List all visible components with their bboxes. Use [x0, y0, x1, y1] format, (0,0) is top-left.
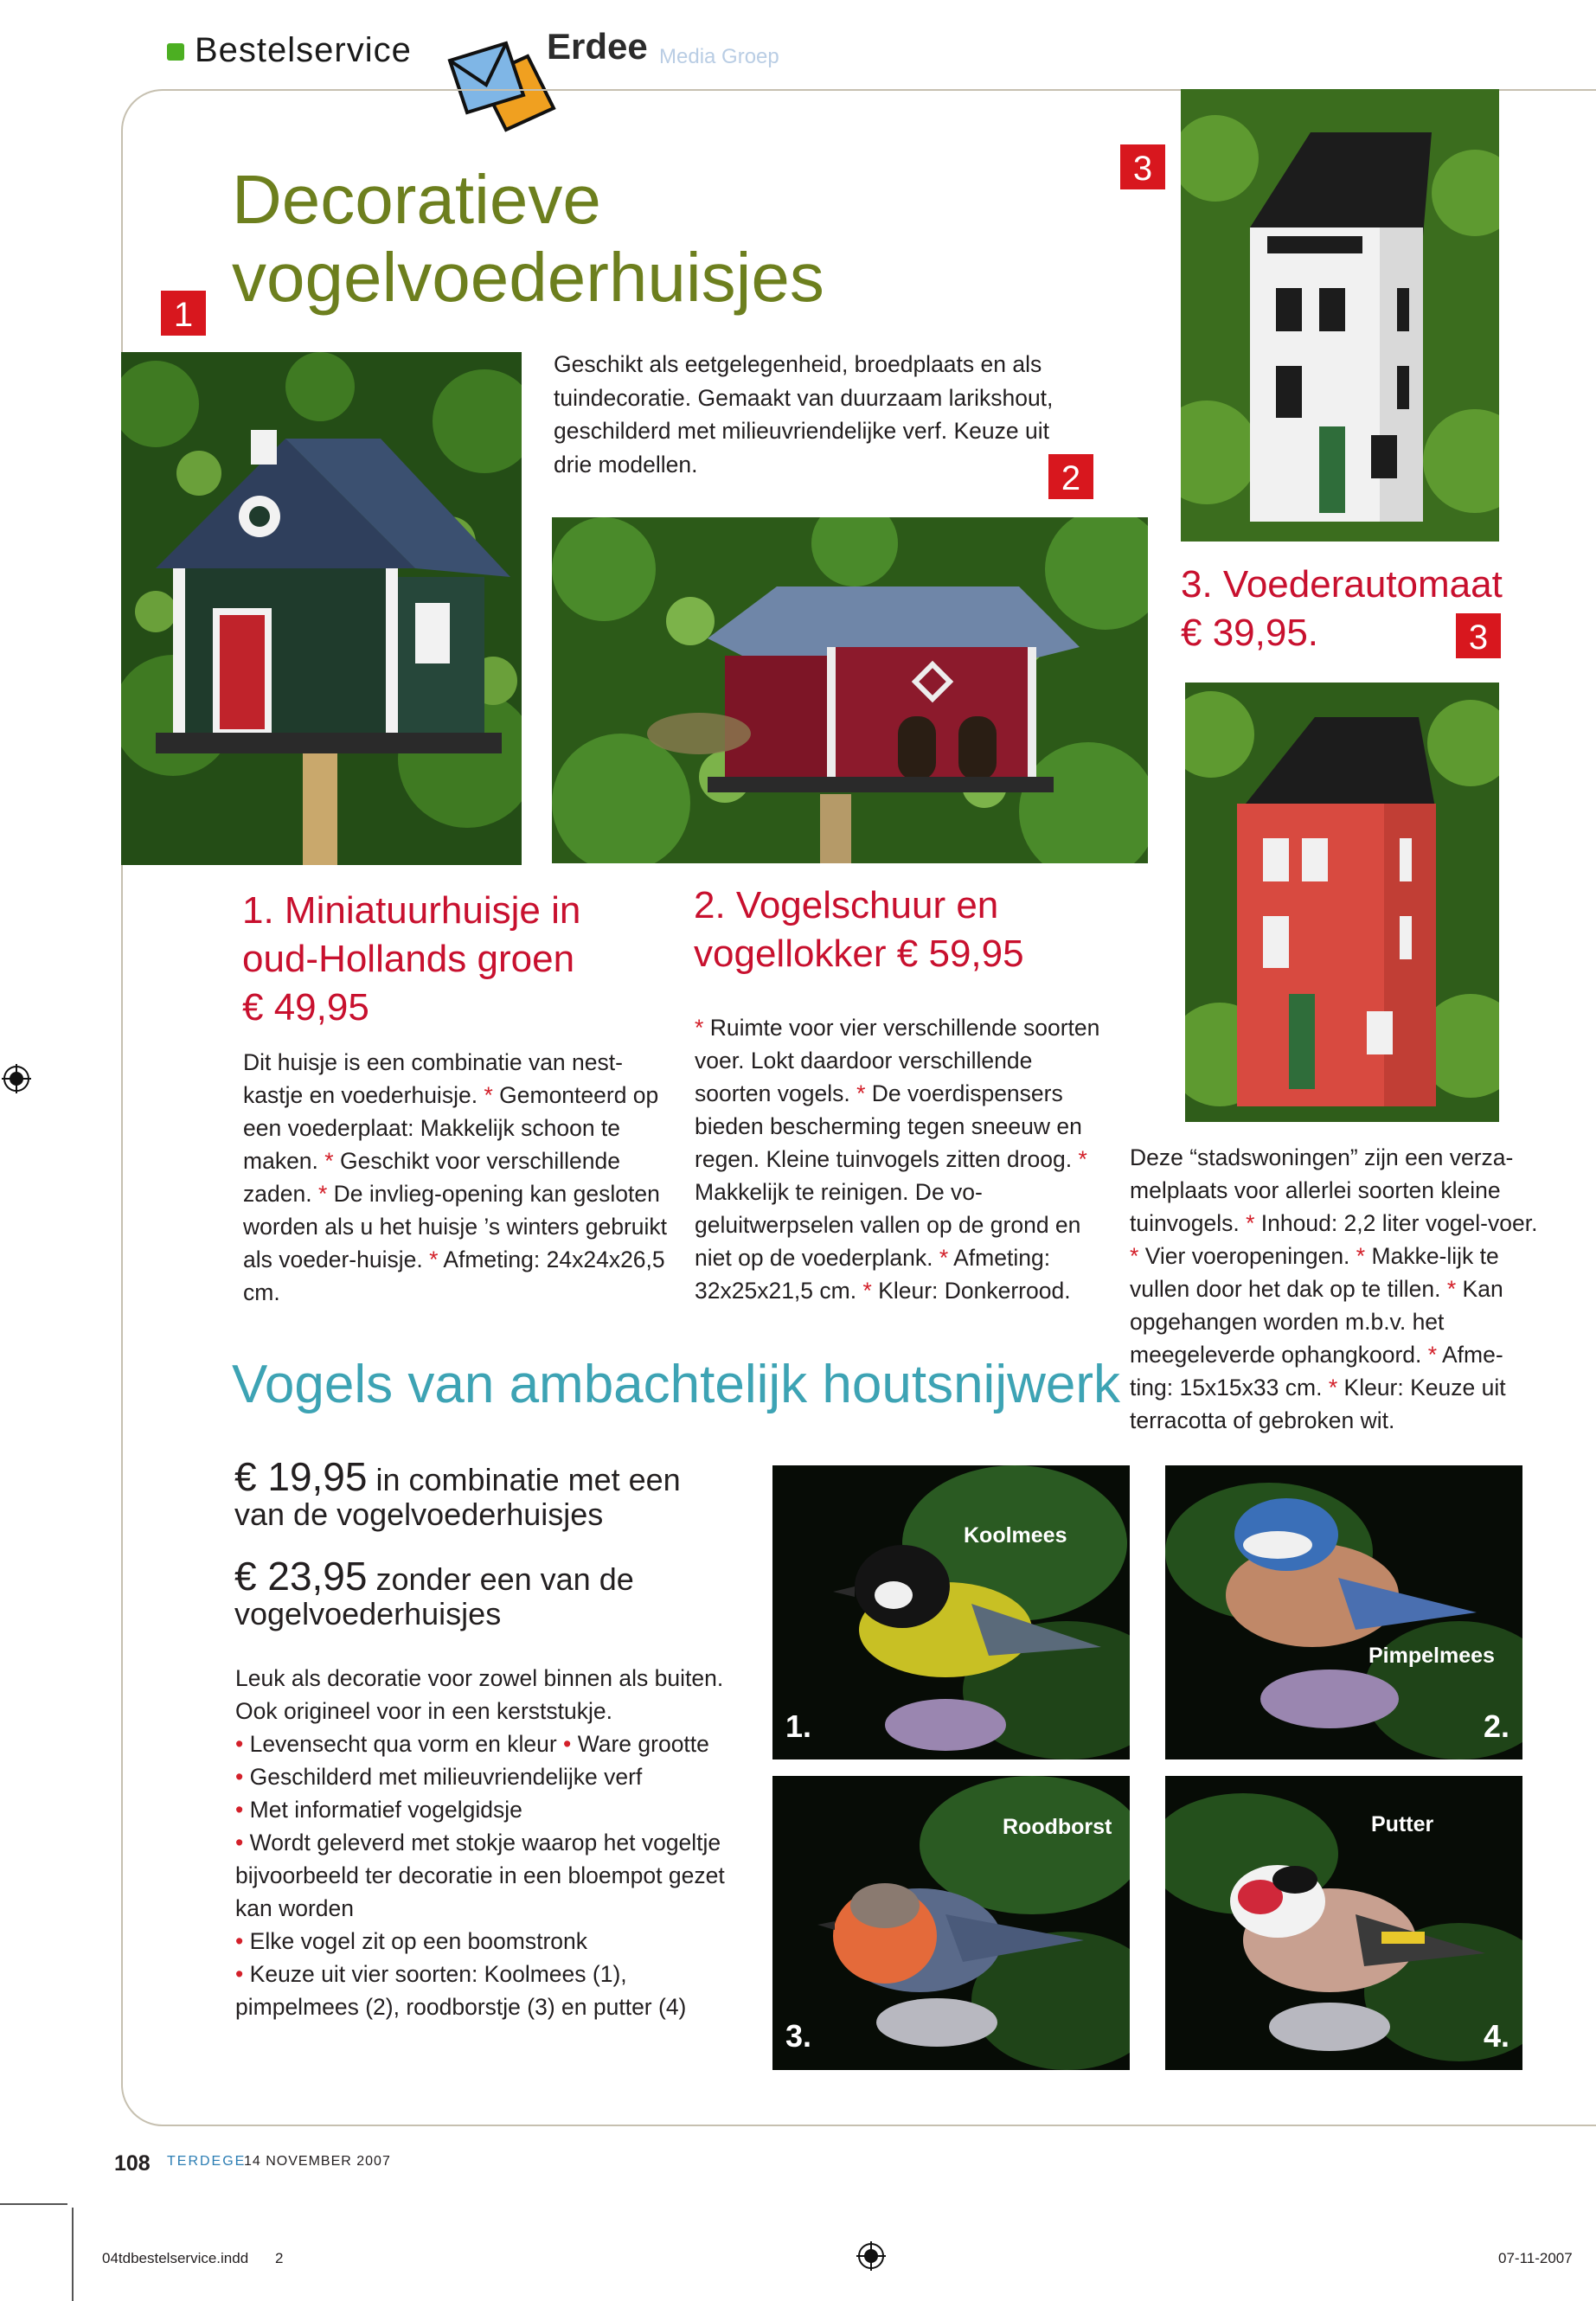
- star-icon: *: [1078, 1146, 1087, 1172]
- brand-name: Erdee: [547, 26, 648, 67]
- price-combination-amount: € 19,95: [234, 1454, 368, 1499]
- product-3-text-e: Kan opgehangen worden m.b.v. het meegeleverde ophangkoord.: [1130, 1276, 1503, 1368]
- star-icon: *: [856, 1080, 866, 1106]
- star-icon: *: [1427, 1342, 1438, 1368]
- product-1-title-line2: oud-Hollands groen: [242, 938, 575, 980]
- product-2-text-d: Afmeting: 32x25x21,5 cm.: [695, 1245, 1051, 1304]
- bird-label-koolmees: Koolmees: [964, 1523, 1067, 1548]
- slug-filename: 04tdbestelservice.indd: [102, 2250, 249, 2266]
- star-icon: *: [862, 1278, 872, 1304]
- product-2-text-a: Ruimte voor vier verschillende soorten voer. Lokt daardoor verschillende soorten vogels.: [695, 1015, 1100, 1106]
- slug-date: 07-11-2007: [1498, 2250, 1573, 2266]
- product-1-text-a: Dit huisje is een combinatie van nest-kastje en voederhuisje.: [243, 1049, 623, 1108]
- product-1-text-e: Afmeting: 24x24x26,5 cm.: [243, 1247, 665, 1305]
- star-icon: *: [1356, 1243, 1366, 1269]
- bird-number-4: 4.: [1484, 2018, 1510, 2054]
- product-3-text-a: Deze “stadswoningen” zijn een verza-melplaats voor allerlei soorten kleine tuinvogels.: [1130, 1144, 1514, 1236]
- product-1-heading: [242, 887, 606, 1032]
- badge-model-3: 3: [1118, 143, 1167, 191]
- price-combination: [234, 1454, 753, 1532]
- article-title-line1: Decoratieve: [232, 161, 601, 238]
- price-combination-text-b: van de vogelvoederhuisjes: [234, 1497, 604, 1532]
- slug-page: 2: [275, 2250, 284, 2266]
- product-1-description: [243, 1046, 669, 1309]
- product-2-text-e: Kleur: Donkerrood.: [878, 1278, 1071, 1304]
- bird-number-1: 1.: [785, 1708, 812, 1744]
- badge-model-1: 1: [159, 289, 208, 337]
- price-standalone-text-a: zonder een van de: [375, 1561, 634, 1597]
- star-icon: *: [1328, 1375, 1338, 1400]
- star-icon: *: [484, 1082, 493, 1108]
- bullet-icon: •: [235, 1764, 244, 1790]
- bird-label-pimpelmees: Pimpelmees: [1368, 1644, 1495, 1668]
- product-3-text-c: Vier voeropeningen.: [1144, 1243, 1350, 1269]
- star-icon: *: [1130, 1243, 1139, 1269]
- magazine-name: TERDEGE: [167, 2154, 247, 2169]
- bird-bullet-6: Elke vogel zit op een boomstronk: [249, 1928, 588, 1954]
- bird-bullet-1: Levensecht qua vorm en kleur: [249, 1731, 557, 1757]
- bird-bullet-4: Met informatief vogelgidsje: [249, 1797, 522, 1823]
- product-3-price: € 39,95.: [1181, 612, 1319, 654]
- product-2-heading: [694, 881, 1144, 978]
- price-standalone: [234, 1554, 753, 1631]
- bird-bullet-3: Geschilderd met milieuvriendelijke verf: [249, 1764, 643, 1790]
- product-1-text-c: Geschikt voor verschillende zaden.: [243, 1148, 621, 1207]
- bird-card-koolmees: [772, 1465, 1130, 1759]
- brand-subtitle: Media Groep: [659, 45, 779, 68]
- product-1-text-d: De invlieg-opening kan gesloten worden als u het huisje ’s winters gebruikt als voeder-huisje.: [243, 1181, 668, 1272]
- section-marker: [167, 43, 184, 61]
- page-number: 108: [114, 2151, 151, 2176]
- star-icon: *: [429, 1247, 439, 1272]
- star-icon: *: [317, 1181, 328, 1207]
- bullet-icon: •: [235, 1731, 244, 1757]
- photo-white-town-house: [1181, 89, 1499, 542]
- star-icon: *: [695, 1015, 704, 1041]
- bird-bullet-2: Ware grootte: [577, 1731, 709, 1757]
- registration-mark-icon: [856, 2241, 886, 2271]
- star-icon: *: [939, 1245, 949, 1271]
- product-1-text-b: Gemonteerd op een voederplaat: Makkelijk schoon te maken.: [243, 1082, 659, 1174]
- crop-mark: [0, 2203, 67, 2205]
- bird-bullet-7: Keuze uit vier soorten: Koolmees (1), pimpelmees (2), roodborstje (3) en putter (4): [235, 1961, 687, 2020]
- bird-description: [235, 1662, 754, 2023]
- bird-number-3: 3.: [785, 2018, 812, 2054]
- bird-card-putter: [1165, 1776, 1522, 2070]
- product-2-text-b: De voerdispensers bieden bescherming tegen sneeuw en regen. Kleine tuinvogels zitten droog.: [695, 1080, 1082, 1172]
- product-2-title-line1: 2. Vogelschuur en: [694, 884, 999, 926]
- issue-date: 14 NOVEMBER 2007: [244, 2154, 391, 2169]
- bird-card-pimpelmees: [1165, 1465, 1522, 1759]
- bullet-icon: •: [235, 1928, 244, 1954]
- photo-red-barn-birdhouse: [552, 517, 1148, 863]
- bird-bullet-5: Wordt geleverd met stokje waarop het vogeltje bijvoorbeeld ter decoratie in een bloempot gezet kan worden: [235, 1830, 725, 1921]
- product-3-text-d: Makke-lijk te vullen door het dak op te tillen.: [1130, 1243, 1499, 1302]
- star-icon: *: [1246, 1210, 1255, 1236]
- bird-intro-line1: Leuk als decoratie voor zowel binnen als buiten.: [235, 1665, 724, 1691]
- price-standalone-text-b: vogelvoederhuisjes: [234, 1596, 502, 1631]
- badge-model-2: 2: [1047, 452, 1095, 501]
- bullet-icon: •: [235, 1797, 244, 1823]
- product-1-price: € 49,95: [242, 986, 369, 1029]
- star-icon: *: [324, 1148, 334, 1174]
- bird-number-2: 2.: [1484, 1708, 1510, 1744]
- crop-mark: [72, 2208, 74, 2301]
- photo-terracotta-town-house: [1185, 683, 1499, 1122]
- product-2-title-line2: vogellokker € 59,95: [694, 933, 1024, 975]
- bullet-icon: •: [235, 1830, 244, 1856]
- bird-label-roodborst: Roodborst: [1003, 1815, 1112, 1839]
- product-3-title: 3. Voederautomaat: [1181, 563, 1503, 606]
- bird-intro-line2: Ook origineel voor in een kerststukje.: [235, 1698, 612, 1724]
- article-intro: Geschikt als eetgelegenheid, broedplaats en als tuindecoratie. Gemaakt van duurzaam larikshout, geschilderd met milieuvriendelijke verf. Keuze uit drie modellen.: [554, 351, 1054, 478]
- article-title-line2: vogelvoederhuisjes: [232, 239, 824, 316]
- product-3-text-f: Afme-ting: 15x15x33 cm.: [1130, 1342, 1503, 1400]
- price-standalone-amount: € 23,95: [234, 1554, 368, 1599]
- photo-green-birdhouse: [121, 352, 522, 865]
- article-title: [232, 161, 824, 317]
- product-1-title-line1: 1. Miniatuurhuisje in: [242, 889, 581, 932]
- product-2-description: [695, 1011, 1110, 1307]
- registration-mark-icon: [2, 1064, 31, 1093]
- product-3-text-g: Kleur: Keuze uit terracotta of gebroken wit.: [1130, 1375, 1506, 1433]
- product-2-text-c: Makkelijk te reinigen. De vo-geluitwerpselen vallen op de grond en niet op de voederplank.: [695, 1179, 1081, 1271]
- product-3-description: [1130, 1141, 1542, 1437]
- section-title: Bestelservice: [195, 31, 412, 69]
- badge-model-3-alt: 3: [1454, 612, 1503, 660]
- star-icon: *: [1446, 1276, 1457, 1302]
- product-3-text-b: Inhoud: 2,2 liter vogel-voer.: [1260, 1210, 1538, 1236]
- bullet-icon: •: [235, 1961, 244, 1987]
- article-2-title: Vogels van ambachtelijk houtsnijwerk: [232, 1355, 1120, 1414]
- bullet-icon: •: [563, 1731, 572, 1757]
- price-combination-text-a: in combinatie met een: [375, 1462, 681, 1497]
- bird-label-putter: Putter: [1371, 1812, 1434, 1836]
